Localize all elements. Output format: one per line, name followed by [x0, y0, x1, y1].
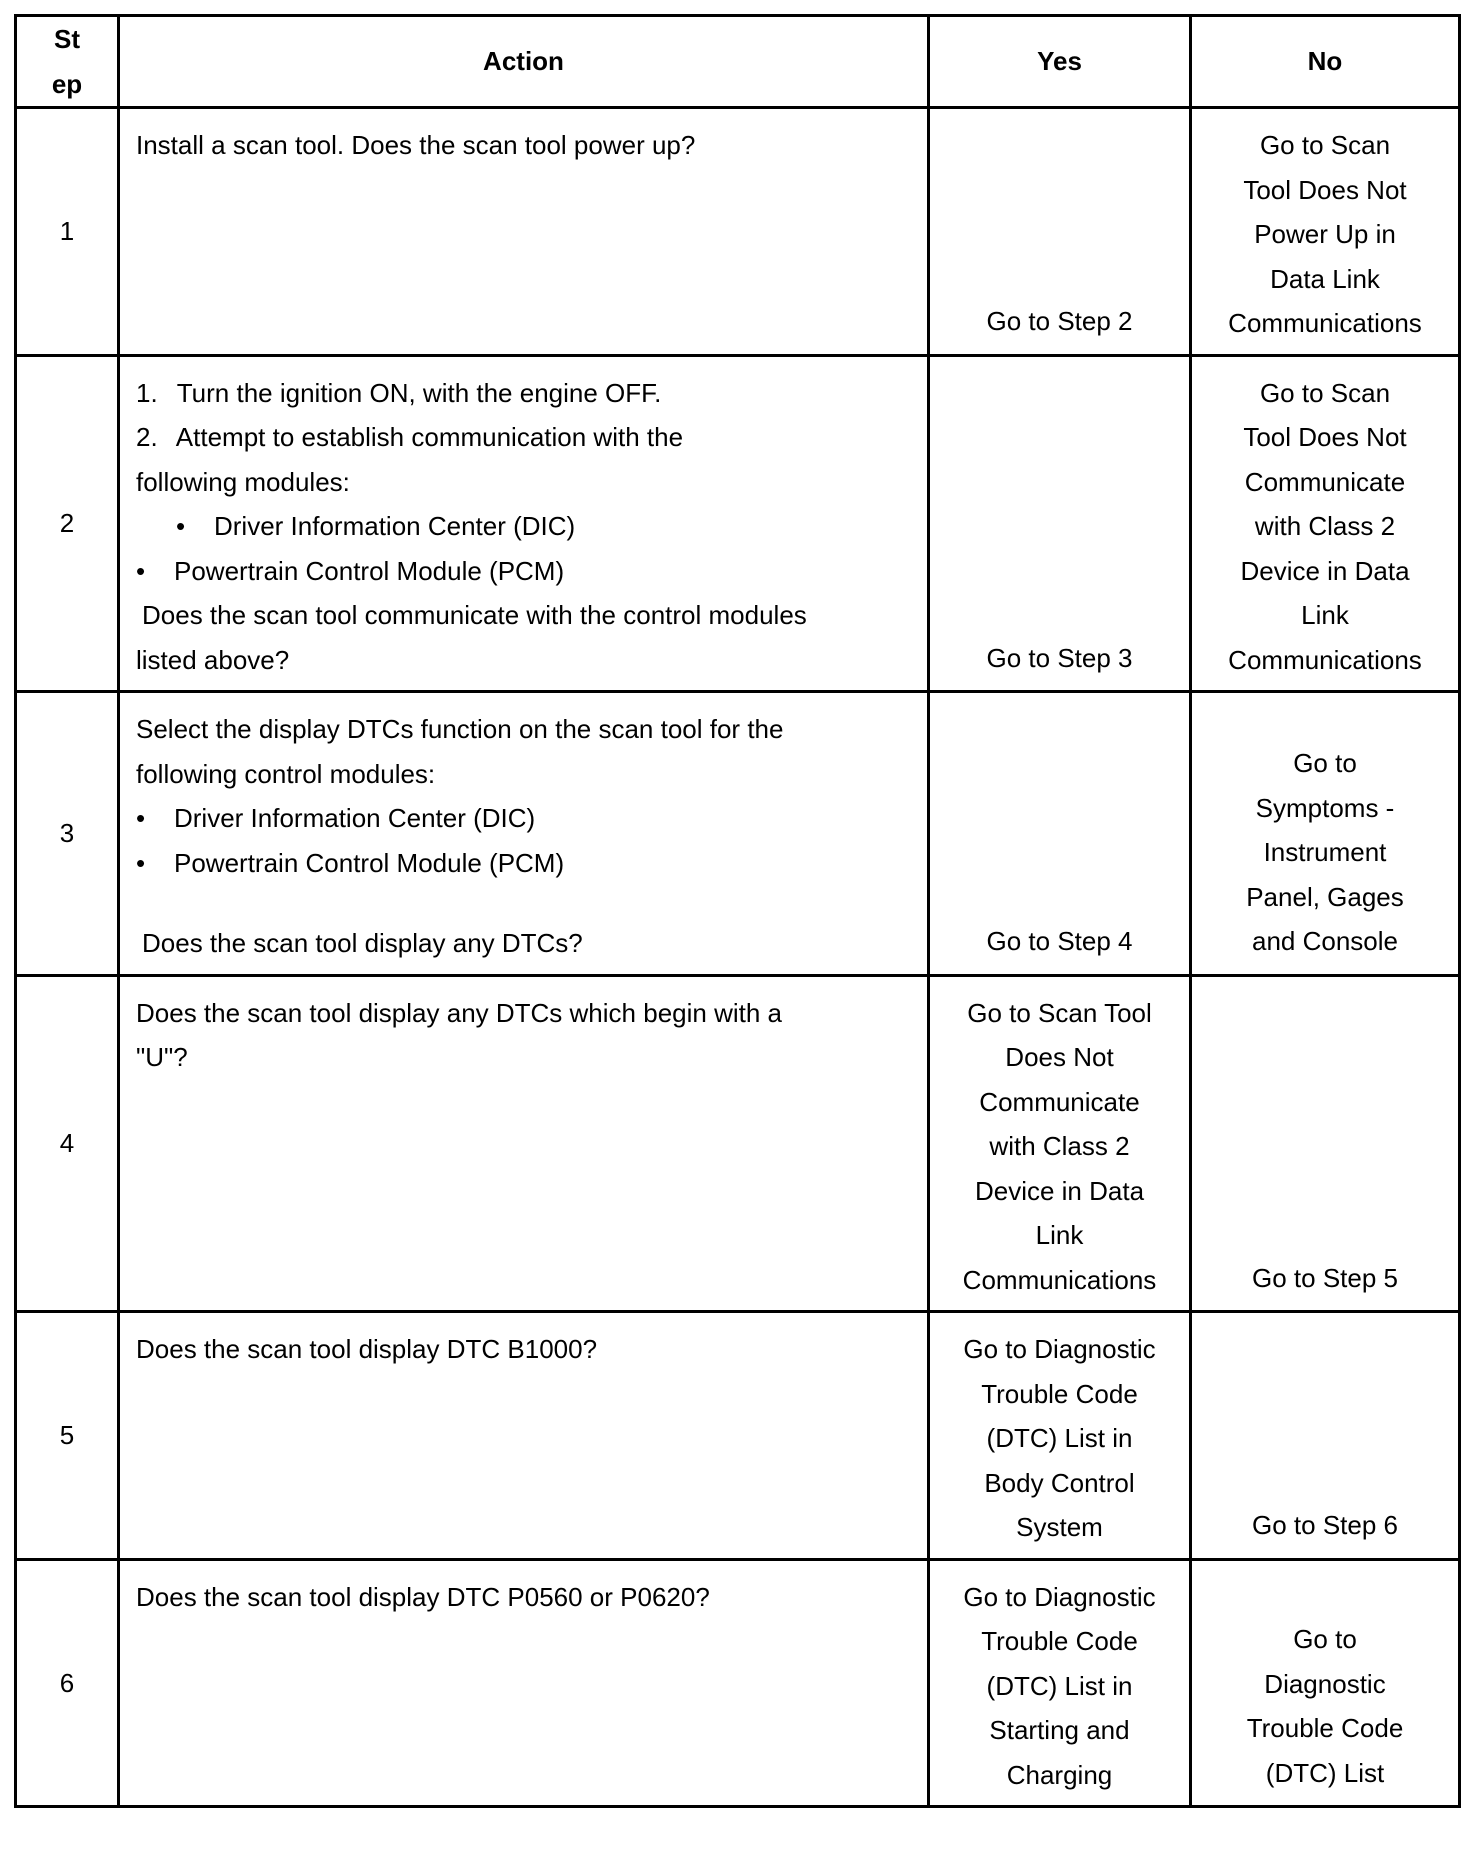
yes-line: Communicate: [979, 1086, 1140, 1117]
no-cell: [1191, 975, 1460, 1312]
action-cell: [119, 1559, 929, 1807]
yes-line: Starting and: [989, 1715, 1130, 1745]
no-line: Instrument: [1263, 837, 1387, 867]
yes-line: System: [1016, 1512, 1103, 1542]
no-cell: [1191, 1312, 1460, 1560]
yes-cell: [929, 1559, 1191, 1807]
action-text: Does the scan tool display any DTCs which begin with a: [136, 997, 782, 1028]
numbered-item: [136, 415, 917, 460]
bullet-item: [136, 549, 917, 594]
bullet-text: Powertrain Control Module (PCM): [174, 555, 565, 586]
bullet-icon: •: [136, 847, 146, 878]
no-line: Go to: [1293, 1624, 1357, 1654]
no-line: Device in Data: [1240, 555, 1410, 586]
no-line: Link: [1301, 600, 1349, 630]
header-yes: Yes: [929, 16, 1191, 108]
item-number: 2.: [136, 422, 158, 452]
no-line: Diagnostic: [1264, 1668, 1386, 1699]
table-row-step-1: [16, 108, 1460, 356]
yes-line: Trouble Code: [981, 1626, 1138, 1656]
action-cell: [119, 108, 929, 356]
yes-line: Does Not: [1005, 1042, 1114, 1072]
action-cell: [119, 1312, 929, 1560]
yes-cell: [929, 975, 1191, 1312]
table-row-step-5: [16, 1312, 1460, 1560]
yes-line: Body Control: [984, 1467, 1135, 1498]
action-text: following control modules:: [136, 758, 436, 789]
table-row-step-3: [16, 692, 1460, 976]
bullet-icon: •: [136, 555, 146, 586]
no-line: Go to Step 6: [1252, 1510, 1398, 1540]
action-text: Install a scan tool. Does the scan tool power up?: [136, 130, 696, 160]
no-line: Go to Scan: [1259, 377, 1391, 408]
item-text: Turn the ignition ON, with the engine OFF.: [176, 377, 662, 408]
step-number: 1: [16, 108, 119, 356]
no-line: Go to: [1293, 748, 1357, 778]
no-cell: [1191, 1559, 1460, 1807]
item-continuation: following modules:: [136, 466, 350, 497]
yes-line: Go to Step 4: [986, 926, 1133, 956]
no-line: Power Up in: [1254, 219, 1396, 249]
step-number: 4: [16, 975, 119, 1312]
action-text: Does the scan tool display DTC P0560 or P0620?: [136, 1581, 710, 1612]
step-number: 2: [16, 355, 119, 692]
bullet-text: Powertrain Control Module (PCM): [174, 847, 565, 878]
table-header-row: [16, 16, 1460, 108]
no-line: Go to Scan: [1259, 130, 1391, 160]
question-text: Does the scan tool communicate with the control modules: [142, 600, 807, 630]
no-line: Communications: [1228, 308, 1422, 338]
yes-line: Communications: [962, 1264, 1157, 1295]
header-step-line1: St: [54, 24, 80, 54]
table-row-step-4: [16, 975, 1460, 1312]
yes-line: with Class 2: [989, 1131, 1130, 1161]
step-number: 5: [16, 1312, 119, 1560]
header-action: Action: [119, 16, 929, 108]
yes-line: Go to Scan Tool: [967, 997, 1152, 1028]
no-line: Symptoms -: [1255, 792, 1395, 823]
no-line: with Class 2: [1254, 511, 1396, 541]
yes-line: Device in Data: [974, 1175, 1145, 1206]
yes-line: Go to Diagnostic: [963, 1581, 1156, 1612]
bullet-icon: •: [136, 803, 146, 833]
spacer: [136, 885, 917, 921]
no-line: Trouble Code: [1246, 1713, 1404, 1743]
item-number: 1.: [136, 377, 158, 408]
action-cell: [119, 692, 929, 976]
bullet-text: Driver Information Center (DIC): [174, 803, 536, 833]
action-text: Does the scan tool display DTC B1000?: [136, 1334, 598, 1364]
action-cell: [119, 355, 929, 692]
yes-line: Go to Step 3: [986, 642, 1133, 673]
question-text: listed above?: [136, 644, 290, 675]
yes-cell: [929, 108, 1191, 356]
yes-line: Go to Diagnostic: [963, 1334, 1156, 1364]
diagnostic-table: [14, 14, 1461, 1808]
action-cell: [119, 975, 929, 1312]
no-line: Tool Does Not: [1243, 422, 1407, 452]
bullet-item: [136, 841, 917, 886]
yes-line: Link: [1035, 1220, 1084, 1250]
yes-line: Trouble Code: [981, 1378, 1138, 1409]
question-text: Does the scan tool display any DTCs?: [142, 928, 583, 958]
yes-line: (DTC) List in: [986, 1670, 1133, 1701]
no-line: and Console: [1252, 926, 1398, 956]
step-number: 6: [16, 1559, 119, 1807]
bullet-text: Driver Information Center (DIC): [214, 511, 576, 541]
numbered-item: [136, 371, 917, 416]
header-step-line2: ep: [51, 68, 83, 99]
yes-cell: [929, 1312, 1191, 1560]
no-cell: [1191, 692, 1460, 976]
action-text: Select the display DTCs function on the scan tool for the: [136, 714, 784, 744]
bullet-item: [136, 504, 917, 549]
yes-cell: [929, 692, 1191, 976]
yes-line: (DTC) List in: [986, 1423, 1133, 1453]
yes-line: Charging: [1006, 1759, 1113, 1790]
bullet-item: [136, 796, 917, 841]
no-line: Go to Step 5: [1252, 1262, 1398, 1293]
item-text: Attempt to establish communication with the: [175, 422, 684, 452]
no-cell: [1191, 108, 1460, 356]
no-line: (DTC) List: [1265, 1757, 1385, 1788]
yes-cell: [929, 355, 1191, 692]
no-line: Communications: [1228, 644, 1422, 675]
no-line: Panel, Gages: [1246, 881, 1404, 912]
no-line: Communicate: [1244, 466, 1406, 497]
table-row-step-2: [16, 355, 1460, 692]
yes-line: Go to Step 2: [986, 306, 1133, 336]
action-text: "U"?: [136, 1042, 188, 1072]
no-line: Data Link: [1270, 263, 1380, 294]
no-line: Tool Does Not: [1243, 174, 1407, 205]
step-number: 3: [16, 692, 119, 976]
header-no: No: [1191, 16, 1460, 108]
header-step: [16, 16, 119, 108]
bullet-icon: •: [176, 511, 186, 541]
table-row-step-6: [16, 1559, 1460, 1807]
no-cell: [1191, 355, 1460, 692]
